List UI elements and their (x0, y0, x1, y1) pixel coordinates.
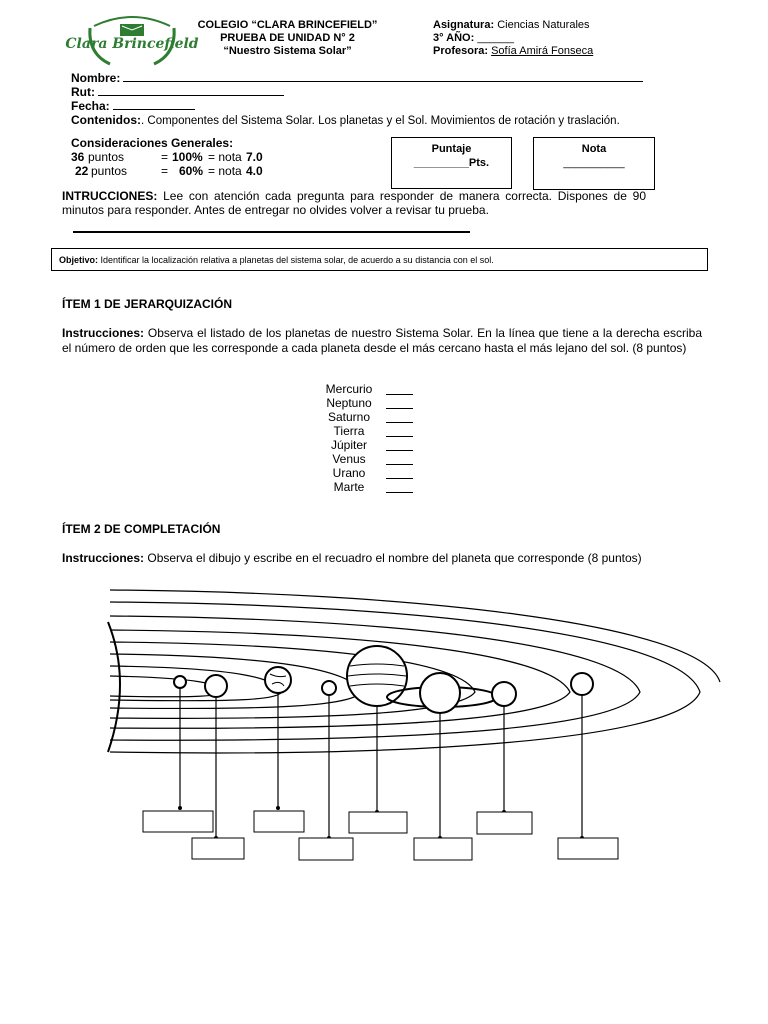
rut-label: Rut: (71, 85, 95, 99)
item1-instr-text: Observa el listado de los planetas de nuestro Sistema Solar. En la línea que tiene a la derecha escriba el número de orden que les corresponde a cada planeta desde el más cercano hasta el más lejano del sol. (8 puntos) (62, 326, 702, 355)
test-subtitle: “Nuestro Sistema Solar” (223, 45, 352, 57)
row1-pct: 100% (172, 150, 203, 164)
planet-6 (420, 673, 460, 713)
answer-box-7[interactable] (477, 812, 532, 834)
list-item[interactable] (300, 438, 440, 452)
answer-box-6[interactable] (414, 838, 472, 860)
answer-box-5[interactable] (349, 812, 407, 833)
item1-instr-label: Instrucciones: (62, 326, 145, 340)
contenidos-label: Contenidos: (71, 113, 141, 127)
contenidos-value: . Componentes del Sistema Solar. Los planetas y el Sol. Movimientos de rotación y traslación. (141, 115, 620, 127)
rut-line[interactable] (98, 85, 284, 96)
instrucciones-text: Lee con atención cada pregunta para responder de manera correcta. Dispones de 90 minutos para responder. Antes de entregar no olvides volver a revisar tu prueba. (62, 189, 646, 217)
test-title: PRUEBA DE UNIDAD N° 2 (220, 32, 355, 44)
planet-name: Júpiter (330, 438, 368, 452)
planets (174, 646, 593, 713)
list-item[interactable] (300, 480, 440, 494)
consideraciones (71, 136, 331, 178)
planet-name: Tierra (333, 424, 365, 438)
planet-name: Saturno (327, 410, 371, 424)
orbits (110, 590, 720, 753)
nombre-line[interactable] (123, 71, 643, 82)
answer-line[interactable] (386, 394, 413, 395)
planet-5 (347, 646, 407, 706)
header-center (180, 19, 395, 58)
solar-system-svg (100, 582, 720, 872)
rut-field[interactable] (71, 85, 284, 99)
item2-instr-text: Observa el dibujo y escribe en el recuadro el nombre del planeta que corresponde (8 puntos) (144, 551, 642, 565)
list-item[interactable] (300, 466, 440, 480)
divider (73, 231, 470, 233)
item1-instructions (62, 326, 702, 355)
row2-nota: = nota (208, 164, 242, 178)
instrucciones-label: INTRUCCIONES: (62, 189, 158, 203)
nota-line: __________ (563, 157, 625, 169)
objetivo-text: Identificar la localización relativa a planetas del sistema solar, de acuerdo a su distancia con el sol. (98, 255, 494, 265)
planet-7 (492, 682, 516, 706)
row1-pts: 36 (71, 150, 85, 164)
item2-instr-label: Instrucciones: (62, 551, 145, 565)
planet-2 (205, 675, 227, 697)
planet-name: Urano (332, 466, 366, 480)
row2-pct: 60% (179, 164, 204, 178)
asignatura-value: Ciencias Naturales (497, 19, 590, 31)
nota-title: Nota (581, 143, 607, 155)
planet-name: Mercurio (325, 382, 373, 396)
list-item[interactable] (300, 396, 440, 410)
puntaje-box[interactable] (391, 137, 512, 189)
puntaje-line: _________Pts. (413, 157, 490, 169)
fecha-line[interactable] (113, 99, 195, 110)
list-item[interactable] (300, 410, 440, 424)
answer-line[interactable] (386, 492, 413, 493)
nombre-label: Nombre: (71, 71, 121, 85)
logo-text: Clara Brincefield (65, 36, 199, 52)
answer-line[interactable] (386, 450, 413, 451)
planet-name: Neptuno (326, 396, 372, 410)
solar-system-diagram (100, 582, 720, 872)
asignatura-label: Asignatura: (433, 19, 495, 31)
fecha-label: Fecha: (71, 99, 110, 113)
answer-line[interactable] (386, 408, 413, 409)
list-item[interactable] (300, 382, 440, 396)
school-logo (65, 14, 199, 70)
profesora-label: Profesora: (433, 45, 489, 57)
nota-box[interactable] (533, 137, 655, 190)
nombre-field[interactable] (71, 71, 643, 85)
answer-box-2[interactable] (192, 838, 244, 859)
row1-grade: 7.0 (246, 150, 263, 164)
header-right (433, 19, 593, 58)
fecha-field[interactable] (71, 99, 195, 113)
answer-line[interactable] (386, 422, 413, 423)
list-item[interactable] (300, 424, 440, 438)
answer-box-1[interactable] (143, 811, 213, 832)
row1-nota: = nota (208, 150, 242, 164)
answer-line[interactable] (386, 478, 413, 479)
row2-eq: = (161, 164, 169, 178)
planet-name: Venus (332, 452, 366, 466)
row1-unit: puntos (88, 150, 125, 164)
answer-line[interactable] (386, 436, 413, 437)
planet-4 (322, 681, 336, 695)
answer-box-8[interactable] (558, 838, 618, 859)
planet-1 (174, 676, 186, 688)
contenidos (71, 113, 620, 127)
planet-3 (265, 667, 291, 693)
answer-boxes (143, 811, 618, 860)
row2-grade: 4.0 (246, 164, 263, 178)
answer-box-4[interactable] (299, 838, 353, 860)
list-item[interactable] (300, 452, 440, 466)
row2-pts: 22 (75, 164, 89, 178)
item2-title: ÍTEM 2 DE COMPLETACIÓN (62, 522, 221, 536)
row1-eq: = (161, 150, 169, 164)
puntaje-title: Puntaje (431, 143, 472, 155)
answer-box-3[interactable] (254, 811, 304, 832)
anio-label: 3° AÑO: (433, 32, 475, 44)
anio-value: ______ (477, 32, 515, 44)
row2-unit: puntos (91, 164, 128, 178)
item1-title: ÍTEM 1 DE JERARQUIZACIÓN (62, 297, 233, 311)
answer-line[interactable] (386, 464, 413, 465)
planet-name: Marte (333, 480, 365, 494)
instrucciones (62, 189, 646, 217)
profesora-value: Sofía Amirá Fonseca (491, 45, 594, 57)
consideraciones-title: Consideraciones Generales: (71, 136, 234, 150)
school-name: COLEGIO “CLARA BRINCEFIELD” (197, 19, 378, 31)
planet-8 (571, 673, 593, 695)
objetivo-box (51, 248, 708, 271)
objetivo-label: Objetivo: (59, 255, 99, 265)
item2-instructions (62, 551, 702, 566)
